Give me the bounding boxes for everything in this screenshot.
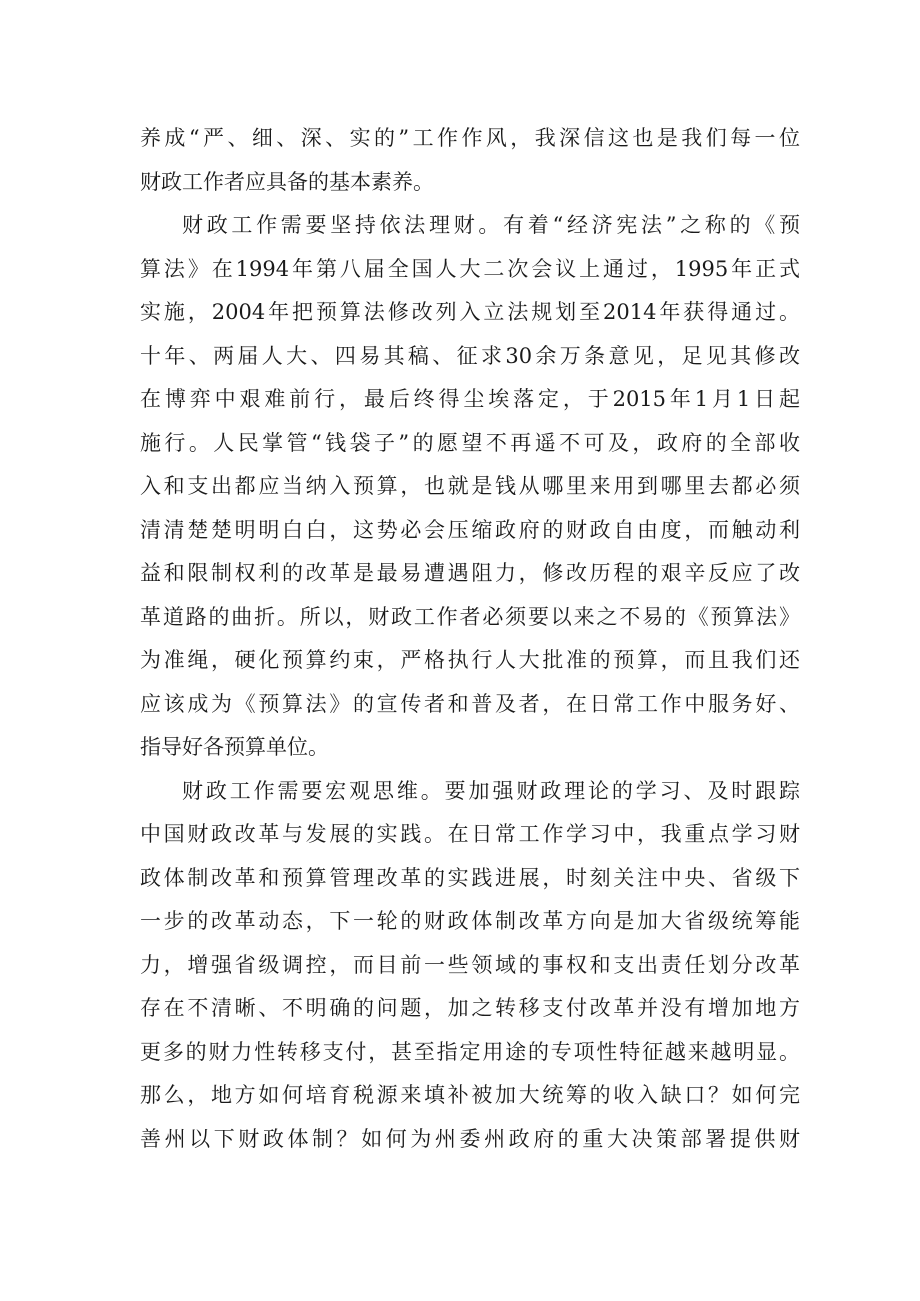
- text-line: 算法》在1994年第八届全国人大二次会议上通过，1995年正式: [140, 256, 800, 281]
- text-line: 革道路的曲折。所以，财政工作者必须要以来之不易的《预算法》: [140, 604, 800, 629]
- text-line: 在博弈中艰难前行，最后终得尘埃落定，于2015年1月1日起: [140, 387, 800, 411]
- text-line: 政体制改革和预算管理改革的实践进展，时刻关注中央、省级下: [140, 865, 800, 890]
- text-line: 财政工作需要坚持依法理财。有着“经济宪法”之称的《预: [182, 213, 800, 237]
- text-line: 清清楚楚明明白白，这势必会压缩政府的财政自由度，而触动利: [140, 517, 800, 542]
- text-line: 施行。人民掌管“钱袋子”的愿望不再遥不可及，政府的全部收: [140, 430, 800, 455]
- paragraph: [140, 204, 800, 770]
- text-line: 中国财政改革与发展的实践。在日常工作学习中，我重点学习财: [140, 822, 800, 846]
- document-body: [140, 117, 800, 1161]
- text-line: 力，增强省级调控，而目前一些领域的事权和支出责任划分改革: [140, 952, 800, 977]
- text-line: 实施，2004年把预算法修改列入立法规划至2014年获得通过。: [140, 300, 800, 324]
- text-line: 更多的财力性转移支付，甚至指定用途的专项性特征越来越明显。: [140, 1039, 800, 1064]
- text-line: 存在不清晰、不明确的问题，加之转移支付改革并没有增加地方: [140, 996, 800, 1020]
- text-line: 十年、两届人大、四易其稿、征求30余万条意见，足见其修改: [140, 343, 800, 368]
- text-line: 财政工作需要宏观思维。要加强财政理论的学习、及时跟踪: [182, 778, 800, 803]
- text-line: 那么，地方如何培育税源来填补被加大统筹的收入缺口？如何完: [140, 1083, 800, 1107]
- text-line: 为准绳，硬化预算约束，严格执行人大批准的预算，而且我们还: [140, 648, 800, 672]
- text-line: 益和限制权利的改革是最易遭遇阻力，修改历程的艰辛反应了改: [140, 561, 800, 585]
- text-line: 应该成为《预算法》的宣传者和普及者，在日常工作中服务好、: [140, 691, 800, 716]
- text-line: 财政工作者应具备的基本素养。: [140, 169, 434, 194]
- text-line: 养成“严、细、深、实的”工作作风，我深信这也是我们每一位: [140, 126, 800, 150]
- paragraph: [140, 117, 800, 204]
- text-line: 入和支出都应当纳入预算，也就是钱从哪里来用到哪里去都必须: [140, 474, 800, 498]
- text-line: 一步的改革动态，下一轮的财政体制改革方向是加大省级统筹能: [140, 909, 800, 933]
- text-line: 善州以下财政体制？如何为州委州政府的重大决策部署提供财: [140, 1126, 800, 1151]
- text-line: 指导好各预算单位。: [140, 735, 329, 759]
- paragraph: [140, 770, 800, 1162]
